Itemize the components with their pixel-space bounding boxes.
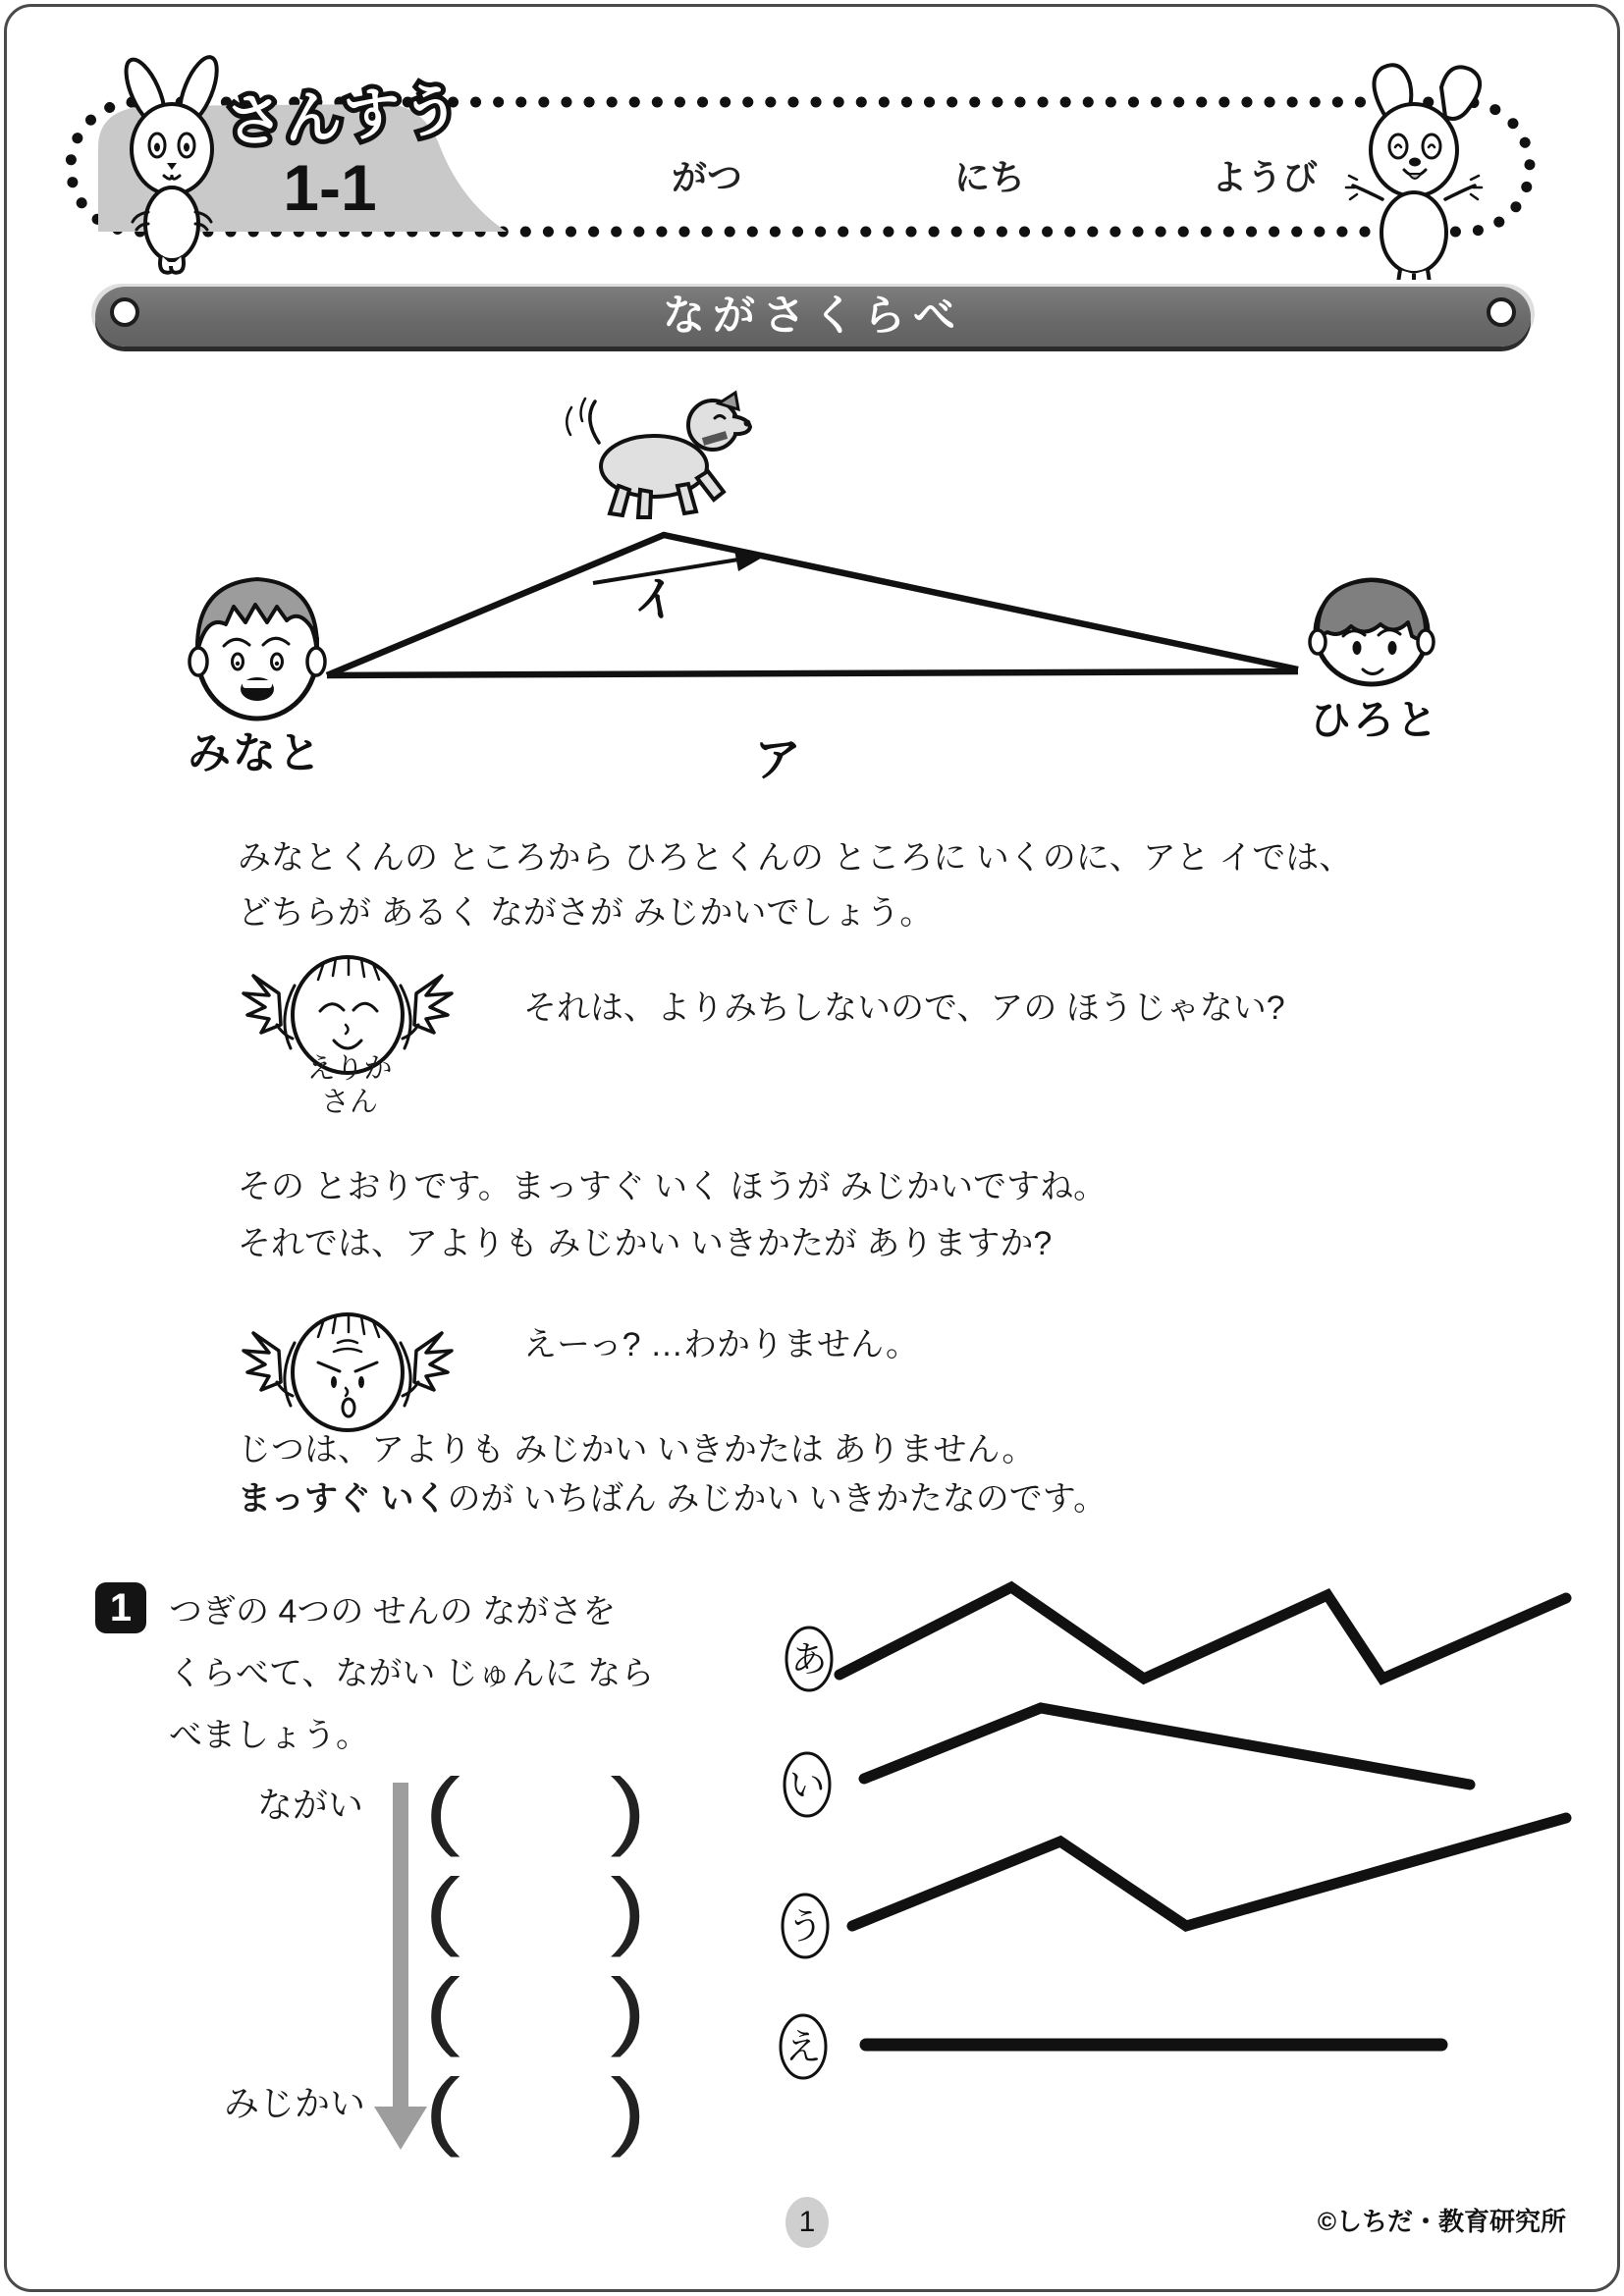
paren-open: ( [424, 1960, 460, 2057]
line-label-i: い [788, 1765, 826, 1805]
paren-close: ) [610, 1860, 646, 1957]
dialogue-2-text: えーっ? …わかりません。 [523, 1326, 920, 1363]
order-arrow-head [374, 2107, 427, 2150]
boy-minato-face-icon [189, 579, 325, 719]
date-weekday-label: ようび [1211, 157, 1319, 197]
date-month-label: がつ [671, 157, 743, 197]
dialogue-1-text: それは、よりみちしないので、アの ほうじゃない? [523, 989, 1285, 1027]
answer-slot-1 [424, 1758, 646, 1860]
page-number-badge: 1 [785, 2197, 829, 2248]
teacher2-line2-bold: まっすぐ いく [238, 1480, 448, 1518]
section-title-bar [95, 287, 1531, 347]
teacher1-line-2: それでは、アよりも みじかい いきかたが ありますか? [238, 1225, 1053, 1262]
lesson-number: 1-1 [283, 151, 377, 224]
intro-line-1: みなとくんの ところから ひろとくんの ところに いくのに、アと イでは、 [238, 839, 1353, 877]
teacher2-line-1: じつは、アよりも みじかい いきかたは ありません。 [238, 1431, 1036, 1468]
answer-slot-3 [424, 1958, 646, 2060]
copyright-text: ©しちだ・教育研究所 [1317, 2207, 1566, 2236]
header [0, 0, 1624, 280]
speaker-suffix: さん [320, 1087, 378, 1118]
screw-hole-icon [1487, 297, 1516, 327]
paren-open: ( [424, 2060, 460, 2158]
teacher-paragraph-1 [238, 1158, 1107, 1272]
problem-line-3: べましょう。 [169, 1717, 369, 1754]
order-arrow [393, 1783, 408, 2109]
date-day-label: にち [953, 157, 1026, 197]
zigzag-line-i [864, 1708, 1470, 1785]
zigzag-line-u [852, 1818, 1566, 1926]
problem-line-1: つぎの 4つの せんの ながさを [169, 1593, 617, 1630]
line-label-e: え [785, 2027, 822, 2067]
problem-number-badge: 1 [95, 1582, 146, 1633]
right-person-name: ひろと [1309, 697, 1440, 743]
section-title: ながさくらべ [663, 293, 963, 340]
path-diagram [137, 377, 1487, 805]
answer-slot-4 [424, 2058, 646, 2161]
speaker-caption [271, 1052, 428, 1119]
intro-line-2: どちらが あるく ながさが みじかいでしょう。 [238, 894, 934, 932]
paren-open: ( [424, 1860, 460, 1957]
straight-path-line [327, 671, 1298, 675]
problem-statement [169, 1581, 654, 1767]
label-short: みじかい [224, 2083, 366, 2123]
paren-close: ) [610, 1760, 646, 1857]
zigzag-line-a [839, 1587, 1566, 1679]
teacher2-line-2 [238, 1474, 1107, 1523]
rabbit-icon [119, 52, 225, 272]
left-person-name: みなと [188, 729, 323, 777]
detour-path-line [327, 535, 1298, 675]
line-label-u: う [786, 1906, 824, 1947]
paren-close: ) [610, 2060, 646, 2158]
intro-paragraph [238, 830, 1352, 940]
dog-walking-icon [567, 393, 750, 517]
teacher-paragraph-2 [238, 1425, 1107, 1523]
teacher2-line2-rest: のが いちばん みじかい いきかたなのです。 [447, 1480, 1108, 1518]
boy-hiroto-face-icon [1310, 580, 1434, 684]
screw-hole-icon [110, 297, 139, 327]
answer-slot-2 [424, 1858, 646, 1960]
line-label-a: あ [790, 1639, 828, 1680]
paren-close: ) [610, 1960, 646, 2057]
label-long: ながい [257, 1785, 364, 1825]
comparison-lines [727, 1531, 1624, 2110]
speaker-name: えりか [306, 1053, 393, 1085]
path-label-i: イ [626, 570, 684, 632]
teacher1-line-1: その とおりです。まっすぐ いく ほうが みじかいですね。 [238, 1168, 1108, 1205]
path-label-a: ア [753, 734, 802, 786]
girl-erika-worried-icon [234, 1302, 461, 1439]
problem-line-2: くらべて、ながい じゅんに なら [169, 1655, 655, 1692]
subject-title: さんすう [224, 78, 463, 155]
rabbit-icon [1346, 65, 1482, 280]
paren-open: ( [424, 1760, 460, 1857]
